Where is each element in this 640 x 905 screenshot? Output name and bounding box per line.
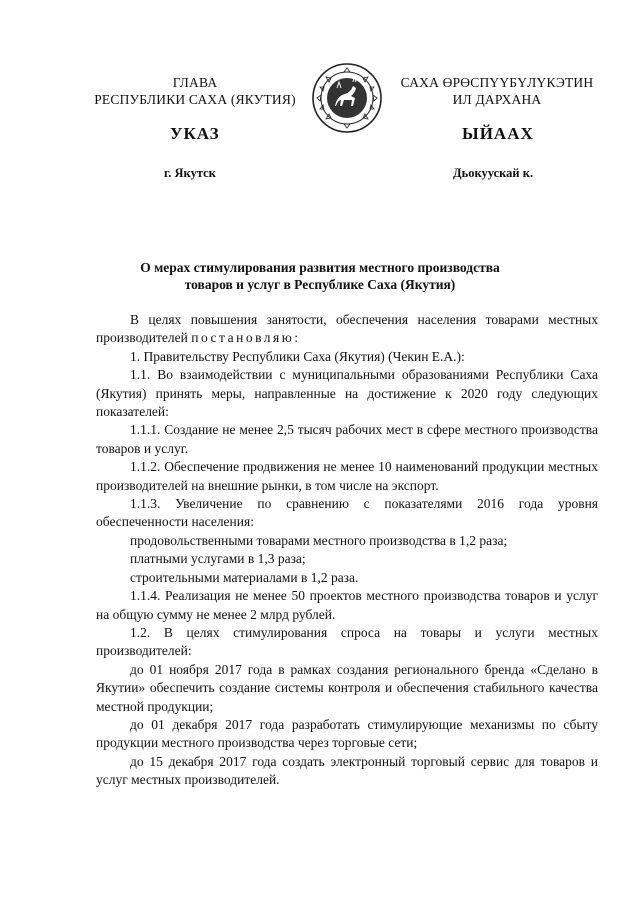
decree-label-sah: ЫЙААХ [462,124,534,143]
city-label-ru: г. Якутск [164,166,216,180]
paragraph-1-1-4: 1.1.4. Реализация не менее 50 проектов местного производства товаров и услуг на общую сумму не менее 2 млрд рублей. [96,588,598,622]
title-line-2: товаров и услуг в Республике Саха (Якутия) [184,277,456,292]
document-body [96,311,598,790]
title-line-1: О мерах стимулирования развития местного производства [140,260,500,275]
paragraph-1-1-1: 1.1.1. Создание не менее 2,5 тысяч рабочих мест в сфере местного производства товаров и услуг. [96,422,598,456]
coat-of-arms-emblem [311,62,383,134]
paragraph-1: 1. Правительству Республики Саха (Якутия) (Чекин Е.А.): [130,348,465,364]
header-left-subtitle: РЕСПУБЛИКИ САХА (ЯКУТИЯ) [94,92,296,107]
header-left-title: ГЛАВА [172,75,218,90]
list-item-materials: строительными материалами в 1,2 раза. [130,569,359,585]
header-right-subtitle: ИЛ ДАРХАНА [452,92,542,107]
intro-text: В целях повышения занятости, обеспечения населения товарами местных производителей [96,312,598,346]
header-right-title: САХА ӨРӨСПҮҮБҮЛҮКЭТИН [400,75,594,90]
list-item-food: продовольственными товарами местного производства в 1,2 раза; [130,532,508,548]
intro-paragraph [96,311,598,348]
paragraph-1-1-3: 1.1.3. Увеличение по сравнению с показателями 2016 года уровня обеспеченности населения: [96,496,598,530]
city-label-sah: Дьокуускай к. [453,166,534,180]
header-left-block [80,74,310,108]
header-right-block [392,74,602,108]
intro-keyword: постановляю: [191,330,301,346]
deadline-item-1: до 01 ноября 2017 года в рамках создания регионального бренда «Сделано в Якутии» обеспечить создание системы контроля и обеспечения стабильного качества местной продукции; [96,661,598,714]
paragraph-1-2: 1.2. В целях стимулирования спроса на товары и услуги местных производителей: [96,624,598,659]
deadline-item-2: до 01 декабря 2017 года разработать стимулирующие механизмы по сбыту продукции местного производства через торговые сети; [96,716,598,751]
document-title [100,259,540,293]
paragraph-1-1: 1.1. Во взаимодействии с муниципальными образованиями Республики Саха (Якутия) принять меры, направленные на достижение к 2020 году следующих показателей: [96,367,598,420]
list-item-services: платными услугами в 1,3 раза; [130,551,306,567]
deadline-item-3: до 15 декабря 2017 года создать электронный торговый сервис для товаров и услуг местных производителей. [96,753,598,788]
decree-label-ru: УКАЗ [170,124,220,143]
paragraph-1-1-2: 1.1.2. Обеспечение продвижения не менее 10 наименований продукции местных производителей на внешние рынки, в том числе на экспорт. [96,459,598,493]
